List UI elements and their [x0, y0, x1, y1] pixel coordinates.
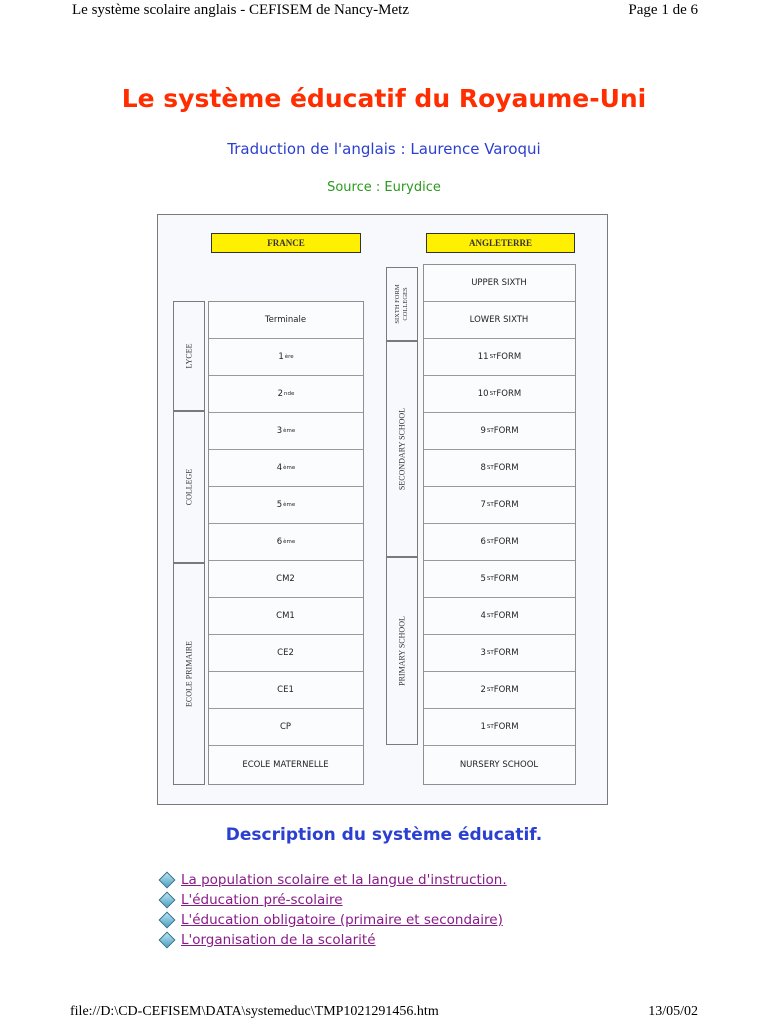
level-label: ECOLE MATERNELLE: [242, 760, 329, 770]
level-label: 6: [276, 537, 283, 547]
level-number: 11: [477, 352, 489, 362]
level-label: 1: [278, 352, 284, 362]
level-suffix: ème: [283, 465, 296, 471]
level-suffix: ème: [283, 502, 296, 508]
level-label: 5: [276, 500, 283, 510]
france-header: FRANCE: [211, 233, 361, 253]
level-suffix: ST: [486, 650, 494, 656]
england-level-cell: [424, 746, 575, 784]
england-level-cell: [424, 709, 575, 746]
level-label: FORM: [493, 537, 519, 547]
england-level-cell: [424, 413, 575, 450]
england-group-primary: [386, 557, 418, 745]
england-level-cell: [424, 635, 575, 672]
link-row: [158, 890, 507, 910]
diamond-bullet-icon: [159, 872, 176, 889]
level-label: FORM: [493, 426, 519, 436]
england-group-sixth-form: [386, 267, 418, 341]
level-number: NURSERY SCHOOL: [459, 760, 539, 770]
england-levels-column: [423, 264, 576, 785]
france-level-cell: [209, 487, 363, 524]
france-level-cell: [209, 450, 363, 487]
france-group-primaire: [173, 563, 205, 785]
level-label: FORM: [496, 389, 522, 399]
france-level-cell: [209, 561, 363, 598]
level-label: FORM: [493, 500, 519, 510]
level-label: CM1: [276, 611, 295, 621]
level-suffix: ST: [489, 354, 497, 360]
browser-print-footer-path: file://D:\CD-CEFISEM\DATA\systemeduc\TMP1021291456.htm: [70, 1004, 439, 1019]
england-level-cell: [424, 450, 575, 487]
level-number: 9: [480, 426, 486, 436]
level-suffix: ST: [489, 391, 497, 397]
link-organisation-scolarite[interactable]: L'organisation de la scolarité: [181, 932, 376, 948]
level-suffix: ère: [284, 354, 294, 360]
level-number: 5: [480, 574, 486, 584]
england-level-cell: [424, 561, 575, 598]
source-credit: Source : Eurydice: [327, 180, 441, 195]
france-group-label: COLLEGE: [184, 468, 194, 506]
level-suffix: nde: [284, 391, 295, 397]
france-level-cell: [209, 672, 363, 709]
level-label: CM2: [276, 574, 295, 584]
england-group-label: PRIMARY SCHOOL: [397, 616, 407, 686]
level-number: 2: [480, 685, 486, 695]
england-header: ANGLETERRE: [426, 233, 575, 253]
england-level-cell: [424, 339, 575, 376]
level-label: FORM: [493, 574, 519, 584]
england-group-label-line1: SIXTH FORM: [394, 284, 401, 324]
england-level-cell: [424, 487, 575, 524]
level-suffix: ST: [486, 576, 494, 582]
level-suffix: ST: [486, 724, 494, 730]
level-label: FORM: [493, 648, 519, 658]
link-row: [158, 930, 507, 950]
france-level-cell: [209, 524, 363, 561]
level-suffix: ème: [283, 539, 296, 545]
france-group-lycee: [173, 301, 205, 411]
level-label: FORM: [493, 611, 519, 621]
diamond-bullet-icon: [159, 892, 176, 909]
england-group-secondary: [386, 341, 418, 557]
link-row: [158, 870, 507, 890]
england-level-cell: [424, 302, 575, 339]
england-level-cell: [424, 376, 575, 413]
level-number: 10: [477, 389, 489, 399]
level-label: CE2: [277, 648, 294, 658]
browser-print-header-title: Le système scolaire anglais - CEFISEM de Nancy-Metz: [72, 2, 409, 18]
france-level-cell: [209, 302, 363, 339]
level-number: 8: [480, 463, 486, 473]
france-level-cell: [209, 746, 363, 784]
england-level-cell: [424, 672, 575, 709]
france-group-label: ECOLE PRIMAIRE: [184, 641, 194, 707]
france-group-college: [173, 411, 205, 563]
france-group-label: LYCEE: [184, 343, 194, 369]
england-level-cell: [424, 524, 575, 561]
france-level-cell: [209, 709, 363, 746]
description-heading: Description du système éducatif.: [225, 825, 543, 845]
england-group-label-line2: COLLEGES: [402, 287, 409, 321]
page-title: Le système éducatif du Royaume-Uni: [121, 84, 647, 113]
level-label: FORM: [496, 352, 522, 362]
france-level-cell: [209, 635, 363, 672]
level-label: 4: [276, 463, 283, 473]
education-system-diagram: [157, 214, 608, 805]
level-number: UPPER SIXTH: [471, 278, 527, 288]
link-education-pre-scolaire[interactable]: L'éducation pré-scolaire: [181, 892, 343, 908]
level-suffix: ème: [283, 428, 296, 434]
level-suffix: ST: [486, 465, 494, 471]
england-level-cell: [424, 265, 575, 302]
level-number: LOWER SIXTH: [469, 315, 529, 325]
england-group-label: [394, 284, 410, 323]
level-label: FORM: [493, 685, 519, 695]
level-suffix: ST: [486, 613, 494, 619]
level-label: CP: [279, 722, 292, 732]
diamond-bullet-icon: [159, 912, 176, 929]
level-suffix: ST: [486, 539, 494, 545]
browser-print-footer-date: 13/05/02: [648, 1004, 698, 1019]
france-levels-column: [208, 301, 364, 785]
france-level-cell: [209, 339, 363, 376]
link-population-scolaire[interactable]: La population scolaire et la langue d'instruction.: [181, 872, 507, 888]
england-level-cell: [424, 598, 575, 635]
france-level-cell: [209, 413, 363, 450]
level-suffix: ST: [486, 502, 494, 508]
link-education-obligatoire[interactable]: L'éducation obligatoire (primaire et secondaire): [181, 912, 503, 928]
england-group-label: SECONDARY SCHOOL: [397, 407, 407, 491]
level-number: 7: [480, 500, 486, 510]
level-number: 1: [480, 722, 486, 732]
level-label: FORM: [493, 722, 519, 732]
level-label: 2: [277, 389, 284, 399]
france-level-cell: [209, 376, 363, 413]
diamond-bullet-icon: [159, 932, 176, 949]
level-label: CE1: [277, 685, 294, 695]
level-label: FORM: [493, 463, 519, 473]
contents-link-list: [158, 870, 507, 950]
level-number: 4: [480, 611, 486, 621]
translation-credit: Traduction de l'anglais : Laurence Varoqui: [227, 140, 541, 158]
level-label: Terminale: [264, 315, 307, 325]
level-suffix: ST: [486, 687, 494, 693]
level-suffix: ST: [486, 428, 494, 434]
link-row: [158, 910, 507, 930]
level-label: 3: [276, 426, 283, 436]
level-number: 6: [480, 537, 486, 547]
france-level-cell: [209, 598, 363, 635]
browser-print-page-number: Page 1 de 6: [628, 2, 698, 18]
level-number: 3: [480, 648, 486, 658]
